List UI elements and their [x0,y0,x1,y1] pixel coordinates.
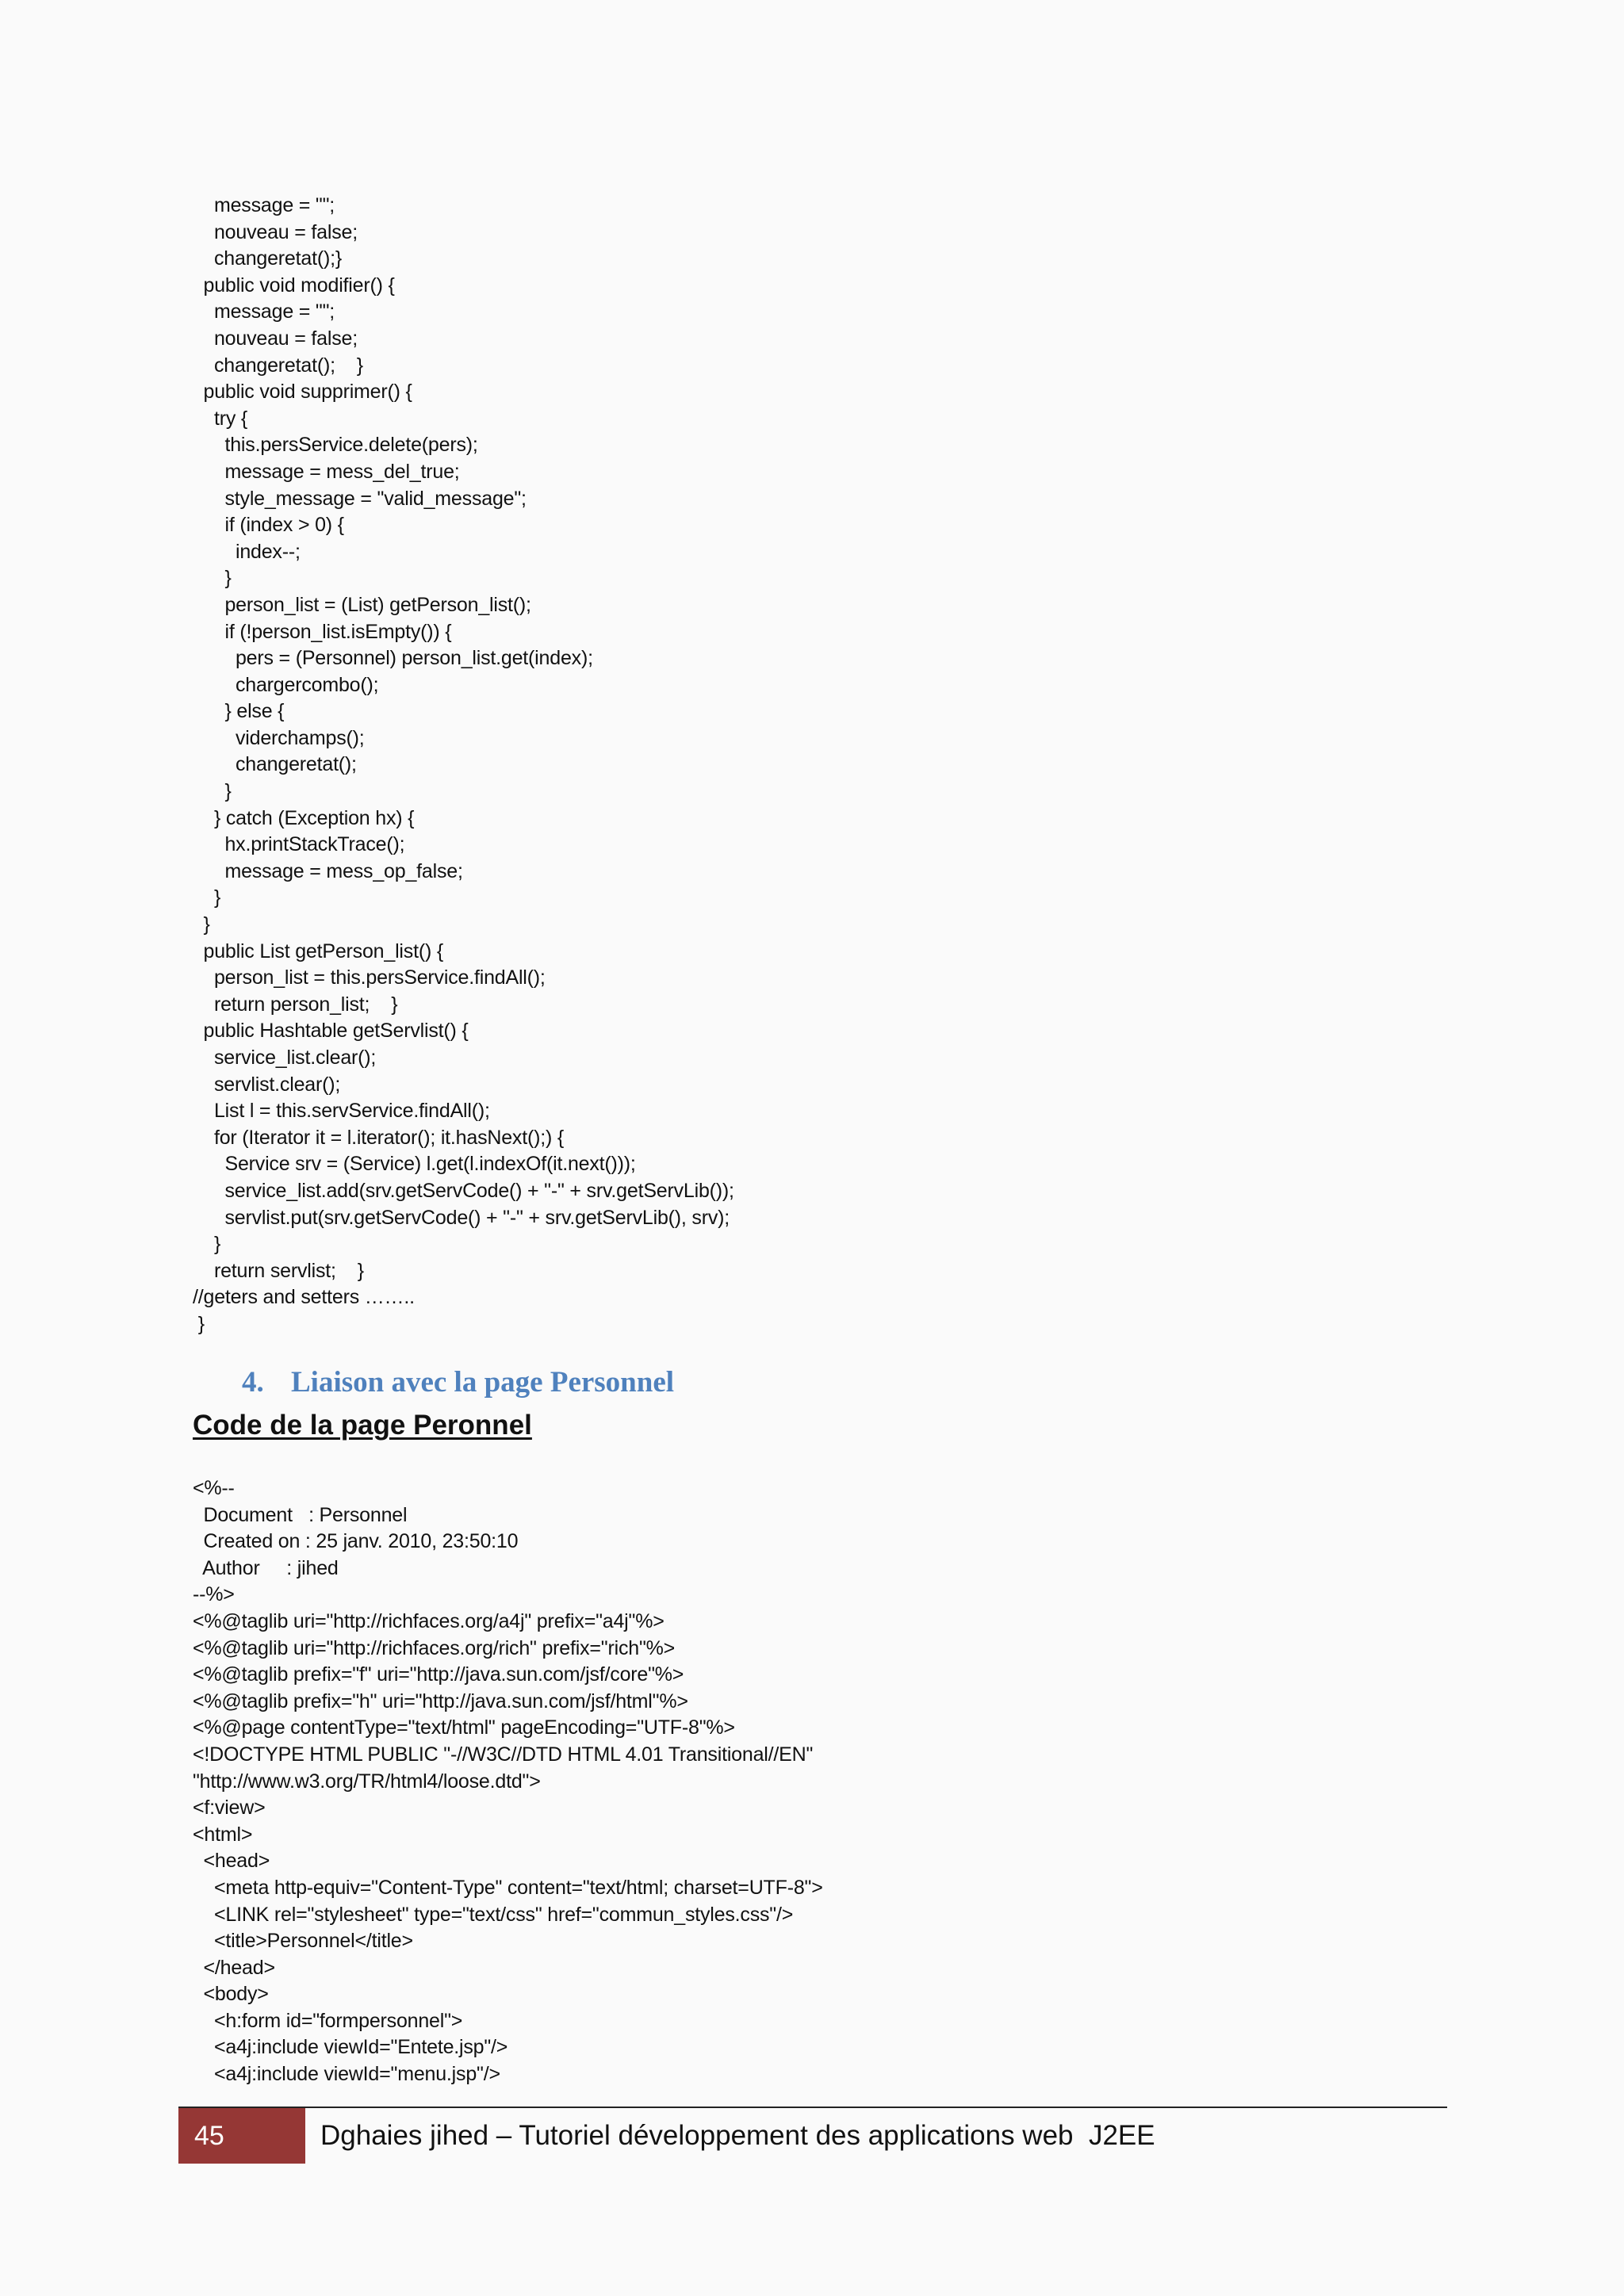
code-line: try { [193,407,248,430]
code-line: <%@taglib prefix="h" uri="http://java.sun.com/jsf/html"%> [193,1689,688,1712]
code-line: </head> [193,1956,275,1979]
code-line: return servlist; } [193,1259,364,1282]
code-line: for (Iterator it = l.iterator(); it.hasNext();) { [193,1126,564,1149]
section-heading [242,1365,674,1400]
code-line: changeretat(); } [193,354,363,377]
code-line: } catch (Exception hx) { [193,806,415,829]
code-line: index--; [193,540,301,563]
jsp-code-block [193,1475,1461,2088]
code-line: <html> [193,1823,253,1846]
code-line: //geters and setters …….. [193,1286,415,1309]
code-line: } [193,886,221,909]
code-line: <%@taglib uri="http://richfaces.org/a4j" prefix="a4j"%> [193,1609,665,1632]
code-line: message = mess_del_true; [193,460,460,483]
section-title: Liaison avec la page Personnel [291,1366,675,1399]
code-line: <f:view> [193,1797,266,1820]
java-code-block [193,193,1461,1338]
code-line: <%-- [193,1477,235,1499]
code-line: <h:form id="formpersonnel"> [193,2009,463,2032]
code-line: public void supprimer() { [193,381,412,404]
code-line: --%> [193,1583,235,1606]
code-line: if (index > 0) { [193,514,344,537]
code-line: } [193,567,232,590]
code-line: viderchamps(); [193,726,365,749]
code-line: nouveau = false; [193,220,358,243]
code-line: return person_list; } [193,993,398,1016]
code-line: hx.printStackTrace(); [193,833,405,856]
code-line: message = ""; [193,300,335,323]
code-line: servlist.put(srv.getServCode() + "-" + srv.getServLib(), srv); [193,1206,730,1229]
code-line: person_list = this.persService.findAll(); [193,966,546,989]
code-line: person_list = (List) getPerson_list(); [193,593,531,616]
code-line: List l = this.servService.findAll(); [193,1100,490,1123]
code-line: service_list.add(srv.getServCode() + "-" + srv.getServLib()); [193,1179,734,1202]
subheading: Code de la page Peronnel [193,1410,532,1441]
code-line: nouveau = false; [193,327,358,350]
code-line: changeretat(); [193,753,357,776]
section-number: 4. [242,1366,264,1399]
code-line: public void modifier() { [193,274,395,297]
code-line: chargercombo(); [193,673,379,696]
code-line: <LINK rel="stylesheet" type="text/css" href="commun_styles.css"/> [193,1903,794,1926]
code-line: if (!person_list.isEmpty()) { [193,620,452,643]
code-line: <%@page contentType="text/html" pageEncoding="UTF-8"%> [193,1716,735,1739]
code-line: Document : Personnel [193,1503,408,1526]
footer-text: Dghaies jihed – Tutoriel développement des applications web J2EE [320,2120,1155,2151]
code-line: <meta http-equiv="Content-Type" content="text/html; charset=UTF-8"> [193,1876,823,1899]
code-line: } [193,1233,221,1256]
code-line: message = ""; [193,194,335,216]
code-line: <!DOCTYPE HTML PUBLIC "-//W3C//DTD HTML 4.01 Transitional//EN" [193,1743,814,1766]
code-line: } [193,780,232,803]
code-line: Service srv = (Service) l.get(l.indexOf(it.next())); [193,1153,636,1176]
code-line: <a4j:include viewId="menu.jsp"/> [193,2063,500,2086]
code-line: <body> [193,1983,269,2006]
code-line: servlist.clear(); [193,1073,341,1096]
code-line: } else { [193,700,285,723]
page-number: 45 [178,2108,305,2164]
code-line: } [193,1312,205,1335]
code-line: service_list.clear(); [193,1047,377,1069]
code-line: public List getPerson_list() { [193,939,443,962]
code-line: this.persService.delete(pers); [193,434,478,457]
code-line: public Hashtable getServlist() { [193,1020,469,1043]
code-line: "http://www.w3.org/TR/html4/loose.dtd"> [193,1770,541,1793]
code-line: pers = (Personnel) person_list.get(index); [193,647,593,670]
code-line: <head> [193,1850,270,1873]
code-line: Created on : 25 janv. 2010, 23:50:10 [193,1530,519,1553]
code-line: <%@taglib uri="http://richfaces.org/rich" prefix="rich"%> [193,1636,676,1659]
code-line: changeretat();} [193,247,342,270]
code-line: Author : jihed [193,1556,339,1579]
code-line: <title>Personnel</title> [193,1930,413,1953]
code-line: } [193,913,210,936]
code-line: message = mess_op_false; [193,859,463,882]
code-line: style_message = "valid_message"; [193,487,527,510]
code-line: <%@taglib prefix="f" uri="http://java.sun.com/jsf/core"%> [193,1663,684,1686]
code-line: <a4j:include viewId="Entete.jsp"/> [193,2036,508,2059]
